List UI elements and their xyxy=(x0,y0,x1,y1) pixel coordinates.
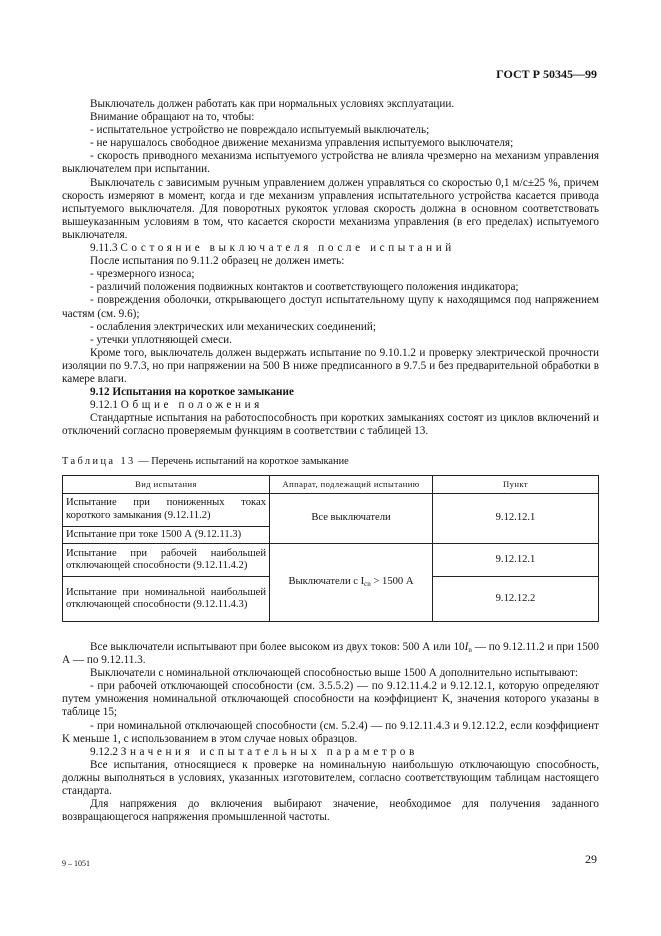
section-title: Значения испытательных параметров xyxy=(120,745,418,758)
paragraph: Стандартные испытания на работоспособность при коротких замыканиях состоят из циклов включений и отключений согласно проверяемым функциям в соответствии с таблицей 13. xyxy=(62,412,599,438)
print-code: 9 – 1051 xyxy=(62,859,90,868)
cell-apparatus: Все выключатели xyxy=(270,493,433,543)
section-title: Общие положения xyxy=(120,399,263,412)
section-number: 9.12.1 xyxy=(90,399,118,412)
table-13 xyxy=(62,475,599,622)
text-fragment: — по 9.12.11.2 и при 1500 А — по 9.12.11.3. xyxy=(62,640,599,667)
paragraph: Кроме того, выключатель должен выдержать испытание по 9.10.1.2 и проверку электрической прочности изоляции по 9.7.3, но при напряжении на 500 В ниже предписанного в 9.7.5 и без предварительной обработки в камере влаги. xyxy=(62,346,599,385)
table-row xyxy=(63,543,599,576)
paragraph xyxy=(62,641,599,667)
section-heading-9-11-3 xyxy=(62,242,599,255)
cell-clause: 9.12.12.1 xyxy=(433,493,599,543)
cell-apparatus xyxy=(270,543,433,621)
list-item: - чрезмерного износа; xyxy=(90,268,195,281)
list-item: - ослабления электрических или механических соединений; xyxy=(90,320,376,333)
list-item: - различий положения подвижных контактов и соответствующего положения индикатора; xyxy=(90,281,519,294)
section-heading-9-12-1 xyxy=(62,399,599,412)
header-test-type: Вид испытания xyxy=(63,475,270,493)
section-number: 9.11.3 xyxy=(90,242,118,255)
list-item: - при рабочей отключающей способности (см. 3.5.5.2) — по 9.12.11.4.2 и 9.12.12.1, которую определяют путем умножения номинальной отключающей способности на коэффициент K, значения которого указаны в таблице 15; xyxy=(62,680,599,719)
apparatus-text-b: > 1500 А xyxy=(370,576,414,588)
paragraph: Для напряжения до включения выбирают значение, необходимое для получения заданного возвращающегося напряжения промышленной частоты. xyxy=(62,798,599,824)
page-number: 29 xyxy=(585,852,597,866)
section-heading-9-12: 9.12 Испытания на короткое замыкание xyxy=(90,386,294,399)
apparatus-text-a: Выключатели с I xyxy=(288,576,365,588)
paragraph: После испытания по 9.11.2 образец не должен иметь: xyxy=(90,255,345,268)
subscript: n xyxy=(468,645,472,654)
section-heading-9-12-2 xyxy=(62,746,599,759)
cell-test-type: Испытание при токе 1500 А (9.12.11.3) xyxy=(63,526,270,543)
list-item: - не нарушалось свободное движение механизма управления испытуемого выключателя; xyxy=(90,137,514,150)
header-apparatus: Аппарат, подлежащий испытанию xyxy=(270,475,433,493)
list-item: - испытательное устройство не повреждало испытуемый выключатель; xyxy=(90,124,430,137)
apparatus-subscript: cn xyxy=(364,580,371,589)
paragraph: Внимание обращают на то, чтобы: xyxy=(90,111,255,124)
paragraph: Все испытания, относящиеся к проверке на номинальную наибольшую отключающую способность, должны выполняться в условиях, указанных изготовителем, согласно соответствующим таблицам настоящего стандарта. xyxy=(62,758,599,797)
paragraph: Выключатели с номинальной отключающей способностью выше 1500 А дополнительно испытывают: xyxy=(90,667,578,680)
table-row xyxy=(63,493,599,526)
cell-test-type: Испытание при рабочей наибольшей отключающей способности (9.12.11.4.2) xyxy=(63,543,270,576)
table-caption-text: — Перечень испытаний на короткое замыкание xyxy=(135,456,349,468)
paragraph: Выключатель с зависимым ручным управлением должен управляться со скоростью 0,1 м/с±25 %, причем скорость измеряют в момент, когда и где механизм управления испытательного устройства касается привода испытуемого выключателя. Для поворотных рукояток угловая скорость должна в основном соответствовать вышеуказанным условиям в том, что касается скорости механизма управления (в его пределах) испытуемого выключателя. xyxy=(62,176,599,241)
text-fragment: Все выключатели испытывают при более высоком из двух токов: 500 А или 10 xyxy=(90,640,465,653)
list-item: - скорость приводного механизма испытуемого устройства не влияла чрезмерно на механизм управления выключателем при испытании. xyxy=(62,150,599,176)
paragraph: Выключатель должен работать как при нормальных условиях эксплуатации. xyxy=(90,98,455,110)
page-content xyxy=(62,98,599,824)
variable: I xyxy=(464,640,469,653)
section-number: 9.12.2 xyxy=(90,745,118,758)
list-item: - при номинальной отключающей способности (см. 5.2.4) — по 9.12.11.4.3 и 9.12.12.2, если коэффициент K меньше 1, с использованием в этом случае новых образцов. xyxy=(62,719,599,745)
table-header-row xyxy=(63,475,599,493)
table-caption xyxy=(62,455,599,468)
section-title: Состояние выключателя после испытаний xyxy=(120,242,455,255)
list-item: - утечки уплотняющей смеси. xyxy=(90,333,232,346)
standard-header: ГОСТ Р 50345—99 xyxy=(496,67,597,81)
cell-clause: 9.12.12.1 xyxy=(433,543,599,576)
list-item: - повреждения оболочки, открывающего доступ испытательному щупу к находящимся под напряжением частям (см. 9.6); xyxy=(62,294,599,320)
cell-clause: 9.12.12.2 xyxy=(433,576,599,621)
header-clause: Пункт xyxy=(433,475,599,493)
cell-test-type: Испытание при номинальной наибольшей отключающей способности (9.12.11.4.3) xyxy=(63,576,270,621)
cell-test-type: Испытание при пониженных токах короткого замыкания (9.12.11.2) xyxy=(63,493,270,526)
table-caption-label: Таблица 13 xyxy=(62,456,136,468)
